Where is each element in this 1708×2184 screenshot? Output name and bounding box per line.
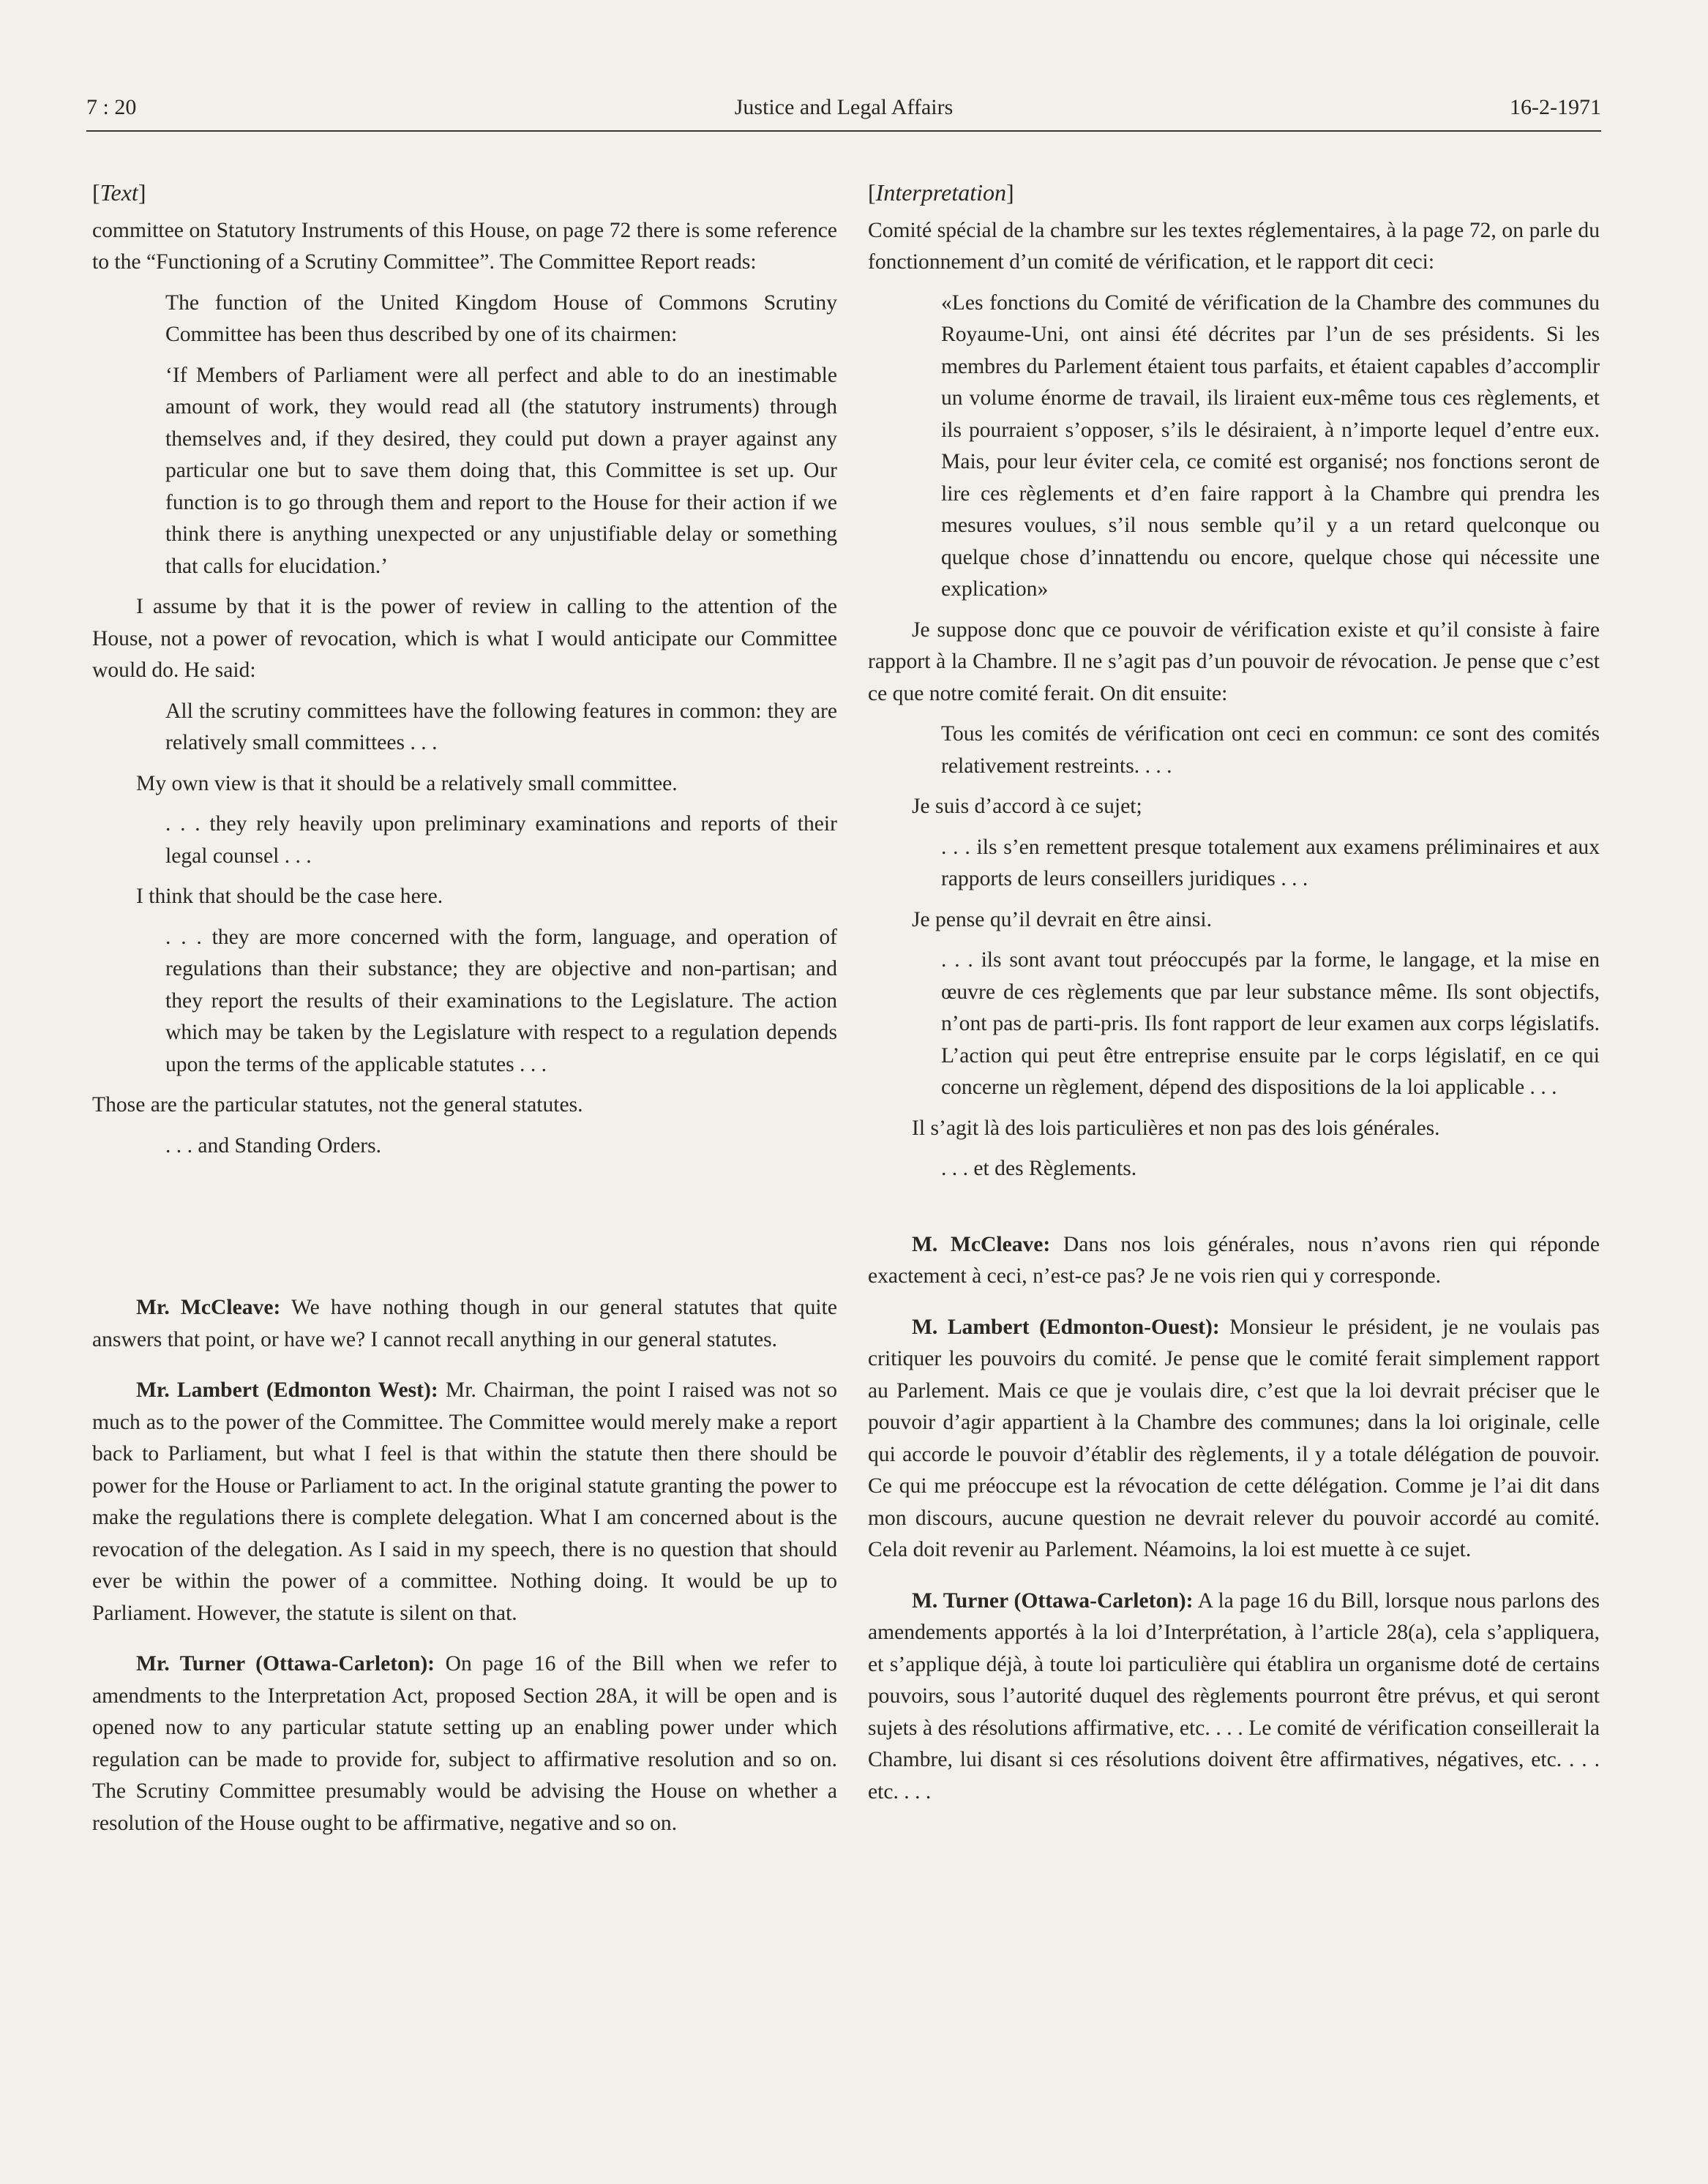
paragraph: I think that should be the case here. [136,885,443,908]
speech-text: We have nothing though in our general statutes that quite answers that point, or have we? I cannot recall anything in our general statutes. [92,1296,837,1351]
speaker-name: Mr. McCleave: [136,1296,281,1319]
paragraph: Je pense qu’il devrait en être ainsi. [912,907,1213,931]
speaker-name: M. Turner (Ottawa-Carleton): [912,1588,1194,1613]
block-quote: . . . ils s’en remettent presque totalement aux examens préliminaires et aux rapports de leurs conseillers juridiques . . . [941,835,1600,890]
speech-text: Mr. Chairman, the point I raised was not so much as to the power of the Committee. The Committee would merely make a report back to Parliament, but what I feel is that within the statute then there should be power for the House or Parliament to act. In the original statute granting the power to make the regulations there is complete delegation. What I am concerned about is the revocation of the delegation. As I said in my speech, there is no question that should ever be within the power of a committee. Nothing doing. It would be up to Parliament. However, the statute is silent on that. [92,1378,837,1625]
french-column [868,177,1600,1808]
block-quote: Tous les comités de vérification ont ceci en commun: ce sont des comités relativement restreints. . . . [941,722,1600,778]
speech-turner [92,1648,837,1839]
paragraph: Je suis d’accord à ce sujet; [912,795,1142,818]
speech-mcleave [92,1292,837,1356]
running-header [86,92,1601,132]
speaker-name: Mr. Turner (Ottawa-Carleton): [136,1652,435,1675]
speech-text: A la page 16 du Bill, lorsque nous parlons des amendements apportés à la loi d’Interprétation, à l’article 28(a), cela s’appliquera, et s’applique déjà, à toute loi particulière qui établira un organisme doté de certains pouvoirs, sous l’autorité duquel des règlements pourront être prévus, et qui seront sujets à des résolutions affirmative, etc. . . . Le comité de vérification conseillerait la Chambre, lui disant si ces résolutions doivent être affirmatives, négatives, etc. . . . etc. . . . [868,1588,1600,1804]
paragraph: Those are the particular statutes, not the general statutes. [92,1093,583,1117]
speech-lambert [92,1375,837,1629]
speaker-name: M. McCleave: [912,1232,1051,1256]
paragraph: I assume by that it is the power of review in calling to the attention of the House, not a power of revocation, which is what I would anticipate our Committee would do. He said: [92,595,837,682]
column-label: [Text] [92,179,146,206]
speech-turner [868,1586,1600,1809]
speech-text: Monsieur le président, je ne voulais pas critiquer les pouvoirs du comité. Je pense que le comité ferait simplement rapport au Parlement. Mais ce que je voulais dire, c’est que la loi devrait préciser que le pouvoir d’agir appartient à la Chambre des communes; dans la loi originale, celle qui accorde le pouvoir d’établir des règlements, il y a totale délégation de pouvoir. Ce qui me préoccupe est la révocation de cette délégation. Comme je l’ai dit dans mon discours, aucune question ne devrait relever du pouvoir accordé au comité. Cela doit revenir au Parlement. Néamoins, la loi est muette à ce sujet. [868,1315,1600,1561]
block-quote: . . . et des Règlements. [941,1157,1137,1180]
paragraph: Comité spécial de la chambre sur les textes réglementaires, à la page 72, on parle du fonctionnement d’un comité de vérification, et le rapport dit ceci: [868,218,1600,274]
paragraph: committee on Statutory Instruments of this House, on page 72 there is some reference to the “Functioning of a Scrutiny Committee”. The Committee Report reads: [92,218,837,274]
paragraph: Il s’agit là des lois particulières et non pas des lois générales. [912,1116,1440,1140]
block-quote: ‘If Members of Parliament were all perfect and able to do an inestimable amount of work, they would read all (the statutory instruments) through themselves and, if they desired, they could put down a prayer against any particular one but to save them doing that, this Committee is set up. Our function is to go through them and report to the House for their action if we think there is anything unexpected or any unjustifiable delay or something that calls for elucidation.’ [165,363,837,578]
paragraph: Je suppose donc que ce pouvoir de vérification existe et qu’il consiste à faire rapport à la Chambre. Il ne s’agit pas d’un pouvoir de révocation. Je pense que c’est ce que notre comité ferait. On dit ensuite: [868,618,1600,705]
block-quote: . . . and Standing Orders. [165,1133,382,1157]
speaker-name: Mr. Lambert (Edmonton West): [136,1378,438,1402]
english-column [92,177,837,1839]
header-date: 16-2-1971 [1510,95,1601,119]
block-quote: «Les fonctions du Comité de vérification de la Chambre des communes du Royaume-Uni, ont ainsi été décrites par l’un de ses présidents. Si les membres du Parlement étaient tous parfaits, et étaient capables d’accomplir un volume énorme de travail, ils liraient eux-même tous ces règlements, et ils pourraient s’opposer, s’ils le désiraient, à n’importe lequel d’entre eux. Mais, pour leur éviter cela, ce comité est organisé; nos fonctions seront de lire ces règlements et d’en faire rapport à la Chambre qui prendra les mesures voulues, s’il nous semble qu’il y a un retard quelconque ou quelque chose d’innattendu ou encore, quelque chose qui nécessite une explication» [941,290,1600,601]
column-label: [Interpretation] [868,179,1014,206]
column-spacer [92,1174,837,1273]
speech-mcleave [868,1229,1600,1293]
publication-title: Justice and Legal Affairs [734,95,954,119]
block-quote: . . . ils sont avant tout préoccupés par la forme, le langage, et la mise en œuvre de ces règlements que par leur substance même. Ils sont objectifs, n’ont pas de parti-pris. Ils font rapport de leur examen aux corps législatifs. L’action qui peut être entreprise ensuite par le corps législatif, en ce qui concerne un règlement, dépend des dispositions de la loi applicable . . . [941,948,1600,1099]
speaker-name: M. Lambert (Edmonton-Ouest): [912,1315,1220,1339]
block-quote: . . . they rely heavily upon preliminary examinations and reports of their legal counsel . . . [165,812,837,868]
block-quote: The function of the United Kingdom House of Commons Scrutiny Committee has been thus described by one of its chairmen: [165,290,837,346]
paragraph: My own view is that it should be a relatively small committee. [136,771,678,795]
speech-text: On page 16 of the Bill when we refer to amendments to the Interpretation Act, proposed Section 28A, it will be open and is opened now to any particular statute setting up an enabling power under which regulation can be made to provide for, subject to affirmative resolution and so on. The Scrutiny Committee presumably would be advising the House on whether a resolution of the House ought to be affirmative, negative and so on. [92,1652,837,1835]
block-quote: All the scrutiny committees have the following features in common: they are relatively small committees . . . [165,699,837,754]
block-quote: . . . they are more concerned with the form, language, and operation of regulations than their substance; they are objective and non-partisan; and they report the results of their examinations to the Legislature. The action which may be taken by the Legislature with respect to a regulation depends upon the terms of the applicable statutes . . . [165,925,837,1076]
column-spacer [868,1197,1600,1210]
speech-lambert [868,1312,1600,1566]
speech-text: Dans nos lois générales, nous n’avons rien qui réponde exactement à ceci, n’est-ce pas? Je ne vois rien qui y corresponde. [868,1232,1600,1288]
page-number: 7 : 20 [86,95,137,119]
